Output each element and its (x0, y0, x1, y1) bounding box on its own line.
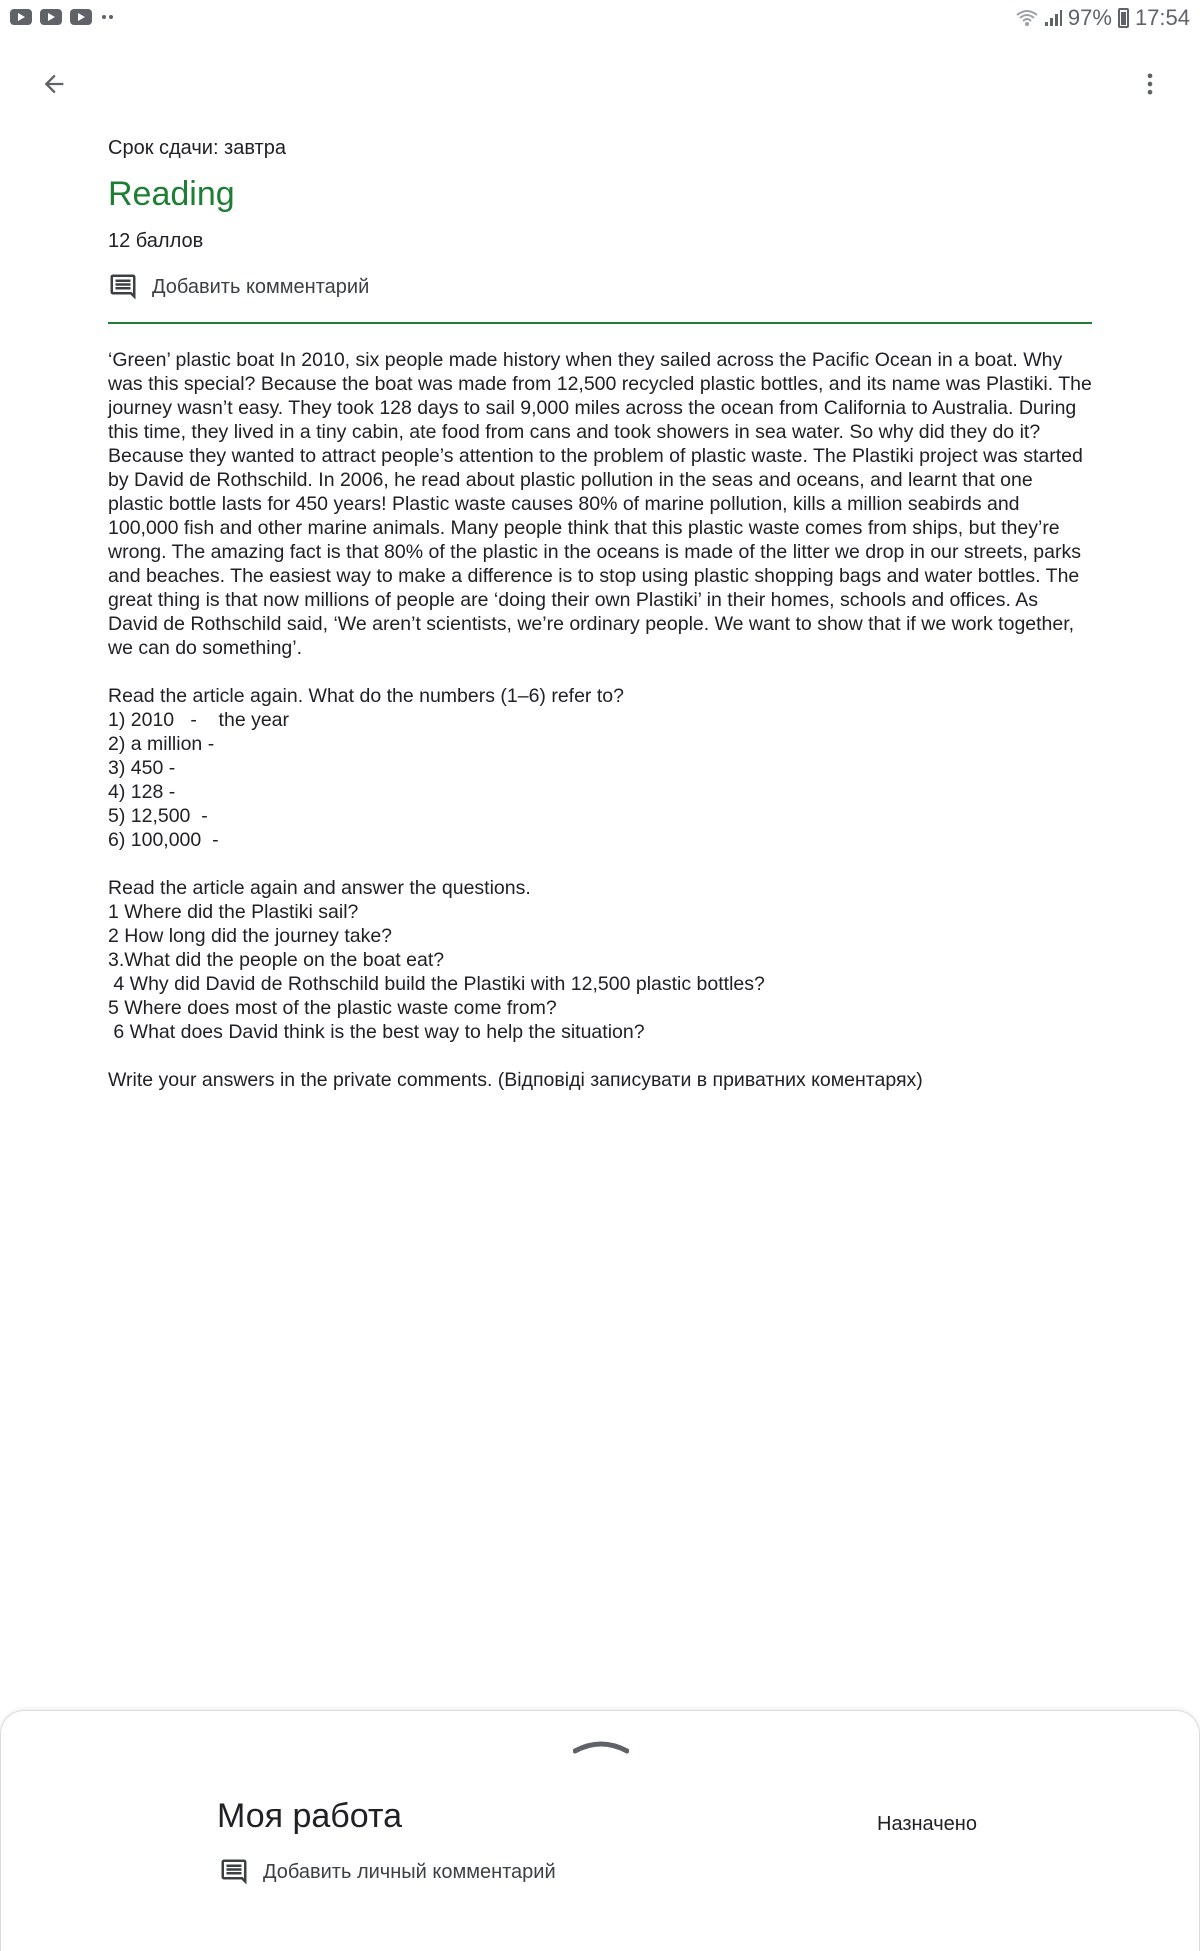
chevron-up-icon (573, 1735, 629, 1759)
comment-icon (108, 272, 138, 302)
due-date: Срок сдачи: завтра (108, 137, 286, 159)
add-comment-label: Добавить комментарий (152, 275, 370, 298)
youtube-notification-icon (40, 9, 62, 25)
task1-item: 4) 128 - (108, 781, 176, 803)
add-class-comment-button[interactable] (108, 270, 1108, 304)
wifi-icon (1016, 9, 1038, 27)
spacer (108, 1044, 1092, 1068)
youtube-notification-icon (70, 9, 92, 25)
arrow-back-icon (40, 70, 68, 98)
add-private-comment-label: Добавить личный комментарий (263, 1860, 556, 1883)
task1-title: Read the article again. What do the numbers (1–6) refer to? (108, 685, 624, 707)
spacer (108, 852, 1092, 876)
divider (108, 322, 1092, 324)
my-work-sheet[interactable] (0, 1710, 1200, 1951)
add-private-comment-button[interactable] (219, 1857, 556, 1887)
more-notifications-icon (100, 9, 116, 25)
back-button[interactable] (34, 64, 74, 104)
task2-item: 5 Where does most of the plastic waste come from? (108, 997, 557, 1019)
article-text: ‘Green’ plastic boat In 2010, six people made history when they sailed across the Pacific Ocean in a boat. Why was this special? Because the boat was made from 12,500 recycled plastic bottles, and its name was Plastiki. The journey wasn’t easy. They took 128 days to sail 9,000 miles across the ocean from California to Australia. During this time, they lived in a tiny cabin, ate food from cans and took showers in sea water. So why did they do it? Because they wanted to attract people’s attention to the problem of plastic waste. The Plastiki project was started by David de Rothschild. In 2006, he read about plastic pollution in the seas and oceans, and learnt that one plastic bottle lasts for 450 years! Plastic waste causes 80% of marine pollution, kills a million seabirds and 100,000 fish and other marine animals. Many people think that this plastic waste comes from ships, but they’re wrong. The amazing fact is that 80% of the plastic in the oceans is made of the litter we drop in our streets, parks and beaches. The easiest way to make a difference is to stop using plastic shopping bags and water bottles. The great thing is that now millions of people are ‘doing their own Plastiki’ in their homes, schools and offices. As David de Rothschild said, ‘We aren’t scientists, we’re ordinary people. We want to show that if we work together, we can do something’. (108, 349, 1092, 659)
comment-icon (219, 1857, 249, 1887)
assignment-description (108, 348, 1092, 1092)
my-work-title: Моя работа (217, 1797, 403, 1835)
battery-icon (1118, 8, 1129, 28)
answer-instructions: Write your answers in the private comments. (Відповіді записувати в приватних коментарях) (108, 1069, 923, 1091)
assignment-title: Reading (108, 175, 235, 213)
battery-percentage: 97% (1067, 5, 1112, 30)
signal-icon (1044, 9, 1062, 27)
task1-item: 6) 100,000 - (108, 829, 219, 851)
more-options-button[interactable] (1130, 64, 1170, 104)
youtube-notification-icon (10, 9, 32, 25)
task2-item: 2 How long did the journey take? (108, 925, 393, 947)
task2-item: 1 Where did the Plastiki sail? (108, 901, 359, 923)
task1-item: 1) 2010 - the year (108, 709, 290, 731)
task2-title: Read the article again and answer the questions. (108, 877, 531, 899)
task2-item: 4 Why did David de Rothschild build the Plastiki with 12,500 plastic bottles? (108, 973, 765, 995)
more-vert-icon (1136, 70, 1164, 98)
task1-item: 2) a million - (108, 733, 215, 755)
notification-icons (10, 9, 116, 25)
task1-item: 5) 12,500 - (108, 805, 208, 827)
task2-item: 3.What did the people on the boat eat? (108, 949, 445, 971)
status-bar (0, 0, 1200, 40)
task1-item: 3) 450 - (108, 757, 176, 779)
assignment-points: 12 баллов (108, 230, 204, 252)
system-status (1016, 5, 1190, 31)
assignment-details (108, 132, 1108, 1092)
expand-sheet-handle[interactable] (573, 1735, 629, 1759)
task2-item: 6 What does David think is the best way to help the situation? (108, 1021, 645, 1043)
spacer (108, 660, 1092, 684)
work-status: Назначено (877, 1813, 977, 1835)
clock: 17:54 (1134, 5, 1190, 30)
